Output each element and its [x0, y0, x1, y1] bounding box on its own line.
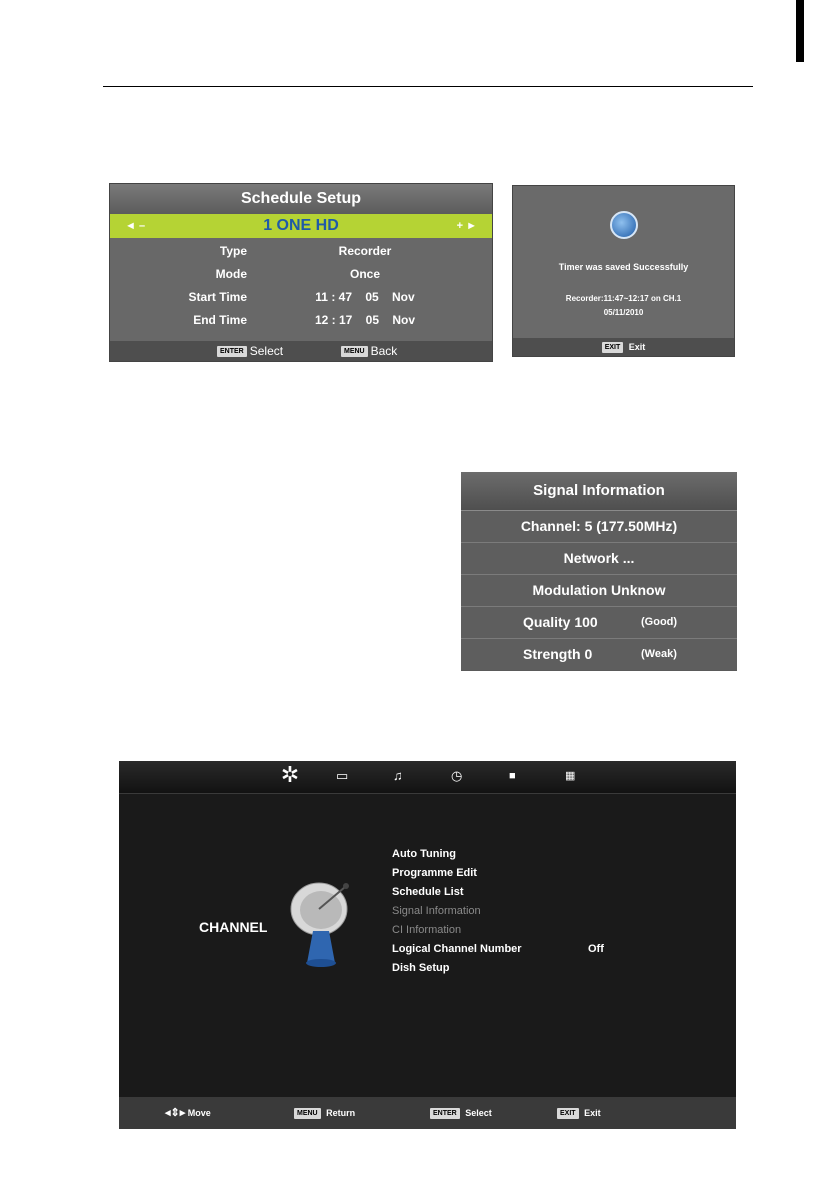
menu-item-signal-information	[392, 902, 522, 921]
signal-strength-row	[461, 639, 737, 670]
back-label: Back	[370, 344, 398, 358]
menu-item-ci-information	[392, 921, 522, 940]
menu-item-label: Dish Setup	[392, 962, 450, 974]
menu-item-label: Logical Channel Number	[392, 943, 522, 955]
start-time-value: 11 : 47 05 Nov	[315, 290, 415, 304]
signal-quality-row	[461, 607, 737, 639]
channel-section-title: CHANNEL	[199, 919, 268, 935]
timer-saved-dialog	[512, 185, 735, 357]
move-arrows-icon: ◂⇕▸	[165, 1107, 186, 1119]
satellite-dish-icon	[289, 879, 359, 969]
channel-selector[interactable]	[110, 214, 492, 238]
right-arrow-icon[interactable]: + ►	[456, 220, 477, 232]
menu-item-label: Signal Information	[392, 905, 481, 917]
exit-key-icon: EXIT	[602, 342, 624, 353]
enter-key-icon: ENTER	[217, 346, 247, 357]
signal-modulation: Modulation Unknow	[461, 575, 737, 607]
channel-menu-screen	[119, 761, 736, 1129]
mode-row[interactable]	[110, 263, 492, 286]
menu-tab-bar	[119, 761, 736, 794]
select-hint[interactable]	[217, 341, 283, 361]
signal-channel: Channel: 5 (177.50MHz)	[461, 511, 737, 543]
menu-key-icon: MENU	[341, 346, 368, 357]
type-row[interactable]	[110, 240, 492, 263]
back-hint[interactable]	[341, 341, 397, 361]
menu-item-label: Programme Edit	[392, 867, 477, 879]
menu-key-icon: MENU	[294, 1108, 321, 1119]
return-hint[interactable]	[294, 1097, 355, 1129]
select-label: Select	[465, 1108, 492, 1118]
start-time-row[interactable]	[110, 286, 492, 309]
select-hint[interactable]	[430, 1097, 492, 1129]
schedule-footer	[110, 341, 492, 361]
tab-sound-music-icon[interactable]: ♫	[393, 768, 403, 783]
tab-channel-gear-icon[interactable]: ✲	[280, 762, 300, 787]
end-time-value: 12 : 17 05 Nov	[314, 313, 416, 327]
timer-message: Timer was saved Successfully	[558, 262, 689, 272]
menu-footer	[119, 1097, 736, 1129]
menu-item-schedule-list[interactable]	[392, 883, 522, 902]
exit-hint[interactable]	[513, 338, 734, 356]
schedule-setup-title: Schedule Setup	[110, 184, 492, 214]
menu-item-auto-tuning[interactable]	[392, 845, 522, 864]
timer-date: 05/11/2010	[603, 308, 644, 317]
page-edge-tab	[796, 0, 804, 62]
enter-key-icon: ENTER	[430, 1108, 460, 1119]
header-rule	[103, 86, 753, 87]
end-time-label: End Time	[193, 313, 247, 327]
signal-information-panel	[461, 472, 737, 671]
tab-setup-grid-icon[interactable]: ▦	[565, 770, 576, 782]
mode-label: Mode	[215, 267, 247, 281]
move-label: Move	[187, 1108, 211, 1118]
exit-key-icon: EXIT	[557, 1108, 579, 1119]
menu-item-logical-channel-number[interactable]	[392, 940, 604, 959]
start-time-label: Start Time	[188, 290, 247, 304]
tab-time-clock-icon[interactable]: ◷	[451, 768, 463, 783]
lcn-value: Off	[588, 943, 604, 955]
exit-label: Exit	[628, 342, 646, 352]
menu-item-label: Auto Tuning	[392, 848, 456, 860]
left-arrow-icon[interactable]: ◄ –	[125, 220, 146, 232]
strength-status: (Weak)	[641, 648, 677, 660]
channel-menu-list	[392, 845, 604, 978]
move-hint	[165, 1097, 211, 1129]
strength-label: Strength 0	[523, 646, 593, 662]
signal-network: Network ...	[461, 543, 737, 575]
type-value: Recorder	[338, 244, 392, 258]
exit-hint[interactable]	[557, 1097, 601, 1129]
quality-status: (Good)	[641, 616, 678, 628]
alarm-clock-icon	[610, 211, 638, 239]
tab-lock-icon[interactable]: ■	[509, 770, 516, 782]
channel-name: 1 ONE HD	[263, 217, 339, 234]
schedule-setup-panel	[109, 183, 493, 362]
quality-label: Quality 100	[523, 614, 598, 630]
end-time-row[interactable]	[110, 309, 492, 332]
exit-label: Exit	[584, 1108, 601, 1118]
type-label: Type	[219, 244, 247, 258]
return-label: Return	[326, 1108, 356, 1118]
timer-recording: Recorder:11:47~12:17 on CH.1	[565, 294, 682, 303]
menu-item-programme-edit[interactable]	[392, 864, 522, 883]
menu-item-label: Schedule List	[392, 886, 464, 898]
signal-title: Signal Information	[461, 472, 737, 511]
menu-item-label: CI Information	[392, 924, 462, 936]
mode-value: Once	[349, 267, 380, 281]
menu-item-dish-setup[interactable]	[392, 959, 522, 978]
select-label: Select	[249, 344, 284, 358]
tab-picture-monitor-icon[interactable]: ▭	[336, 768, 349, 783]
